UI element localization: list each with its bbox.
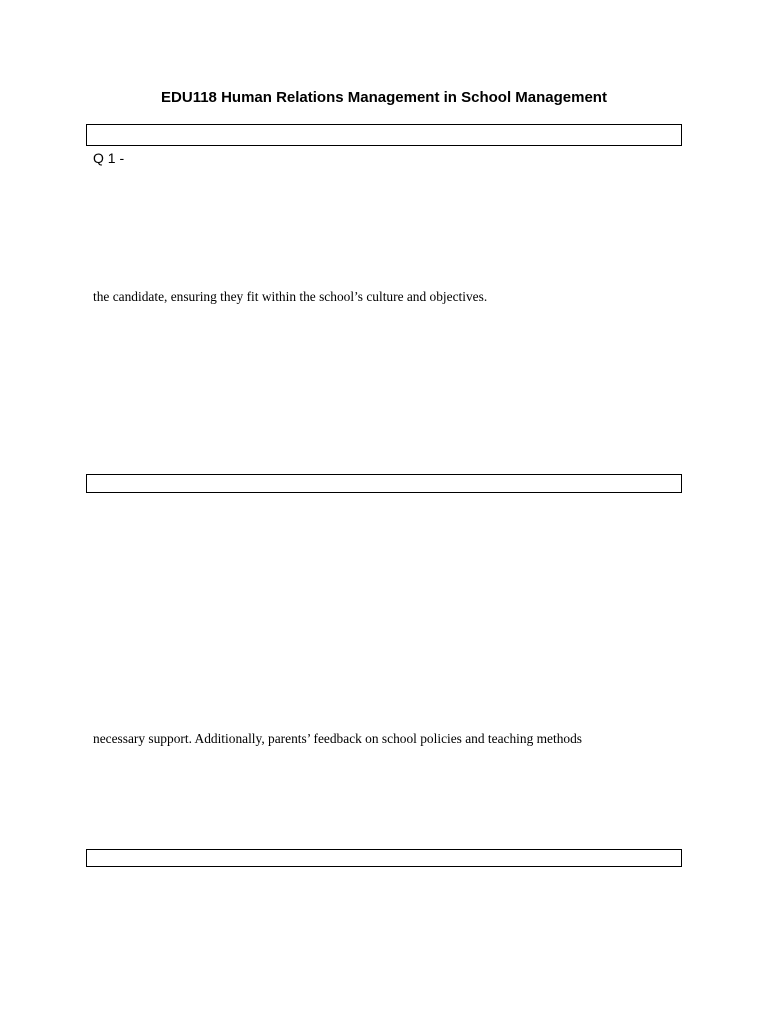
question-label: Q 1 -	[93, 150, 125, 166]
redacted-box	[86, 124, 682, 146]
page-title: EDU118 Human Relations Management in School Management	[161, 89, 607, 106]
redacted-box	[86, 474, 682, 493]
text-line: necessary support. Additionally, parents’ feedback on school policies and teaching methods	[93, 731, 582, 746]
text-line: the candidate, ensuring they fit within the school’s culture and objectives.	[93, 289, 488, 304]
redacted-box	[86, 849, 682, 867]
